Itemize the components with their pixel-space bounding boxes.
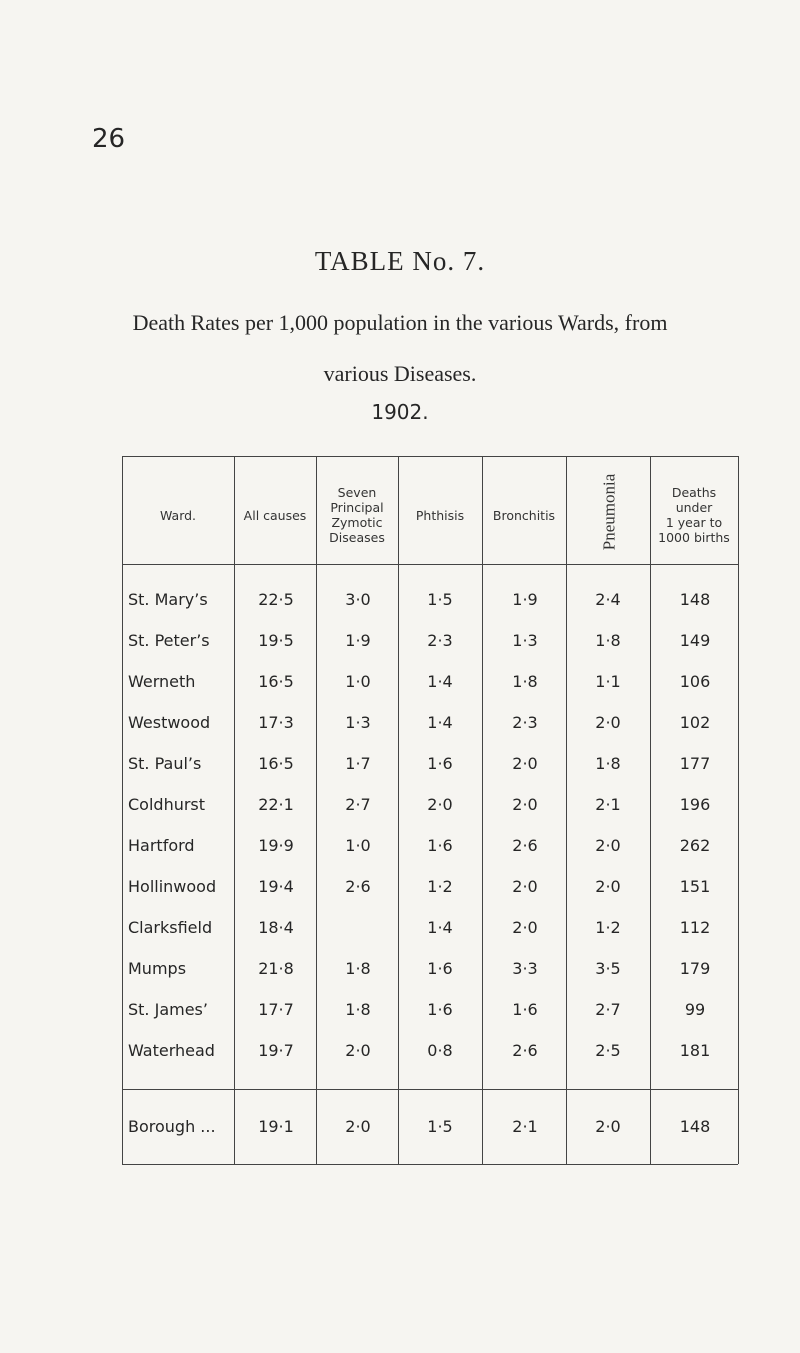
all-causes-cell: 19·7 xyxy=(258,1041,294,1060)
header-bronchitis: Bronchitis xyxy=(492,507,556,523)
total-pneumonia-cell: 2·0 xyxy=(595,1117,621,1136)
phthisis-cell: 2·3 xyxy=(427,631,453,650)
header-zymotic: Seven Principal Zymotic Diseases xyxy=(329,485,385,545)
deaths-cell: 177 xyxy=(679,754,711,773)
table-row xyxy=(0,626,800,656)
deaths-cell: 148 xyxy=(679,590,711,609)
table-row xyxy=(0,585,800,615)
top-rule xyxy=(122,456,738,457)
bronchitis-cell: 2·6 xyxy=(512,836,538,855)
all-causes-cell: 21·8 xyxy=(258,959,294,978)
pneumonia-cell: 2·0 xyxy=(595,713,621,732)
table-row xyxy=(0,749,800,779)
header-rule xyxy=(122,564,738,565)
deaths-cell: 112 xyxy=(679,918,711,937)
phthisis-cell: 1·4 xyxy=(427,672,453,691)
bronchitis-cell: 2·3 xyxy=(512,713,538,732)
deaths-cell: 99 xyxy=(684,1000,706,1019)
deaths-cell: 106 xyxy=(679,672,711,691)
ward-cell: Hollinwood xyxy=(128,877,217,896)
phthisis-cell: 1·6 xyxy=(427,754,453,773)
total-ward-cell: Borough ... xyxy=(128,1117,216,1136)
phthisis-cell: 1·6 xyxy=(427,836,453,855)
all-causes-cell: 17·3 xyxy=(258,713,294,732)
phthisis-cell: 1·2 xyxy=(427,877,453,896)
ward-cell: St. Mary’s xyxy=(128,590,208,609)
table-row xyxy=(0,790,800,820)
bronchitis-cell: 1·6 xyxy=(512,1000,538,1019)
pneumonia-cell: 2·1 xyxy=(595,795,621,814)
all-causes-cell: 16·5 xyxy=(258,672,294,691)
zymotic-cell: 2·7 xyxy=(345,795,371,814)
table-row xyxy=(0,872,800,902)
ward-cell: Clarksfield xyxy=(128,918,213,937)
pneumonia-cell: 1·8 xyxy=(595,631,621,650)
ward-cell: Werneth xyxy=(128,672,196,691)
table-row xyxy=(0,995,800,1025)
pneumonia-cell: 2·0 xyxy=(595,877,621,896)
zymotic-cell: 1·0 xyxy=(345,836,371,855)
page-number: 26 xyxy=(92,124,126,154)
phthisis-cell: 1·6 xyxy=(427,1000,453,1019)
total-rule xyxy=(122,1089,738,1090)
ward-cell: St. James’ xyxy=(128,1000,208,1019)
all-causes-cell: 22·1 xyxy=(258,795,294,814)
total-row xyxy=(0,1112,800,1142)
bronchitis-cell: 3·3 xyxy=(512,959,538,978)
deaths-cell: 102 xyxy=(679,713,711,732)
pneumonia-cell: 1·8 xyxy=(595,754,621,773)
phthisis-cell: 0·8 xyxy=(427,1041,453,1060)
zymotic-cell xyxy=(318,913,398,943)
all-causes-cell: 16·5 xyxy=(258,754,294,773)
table-title: TABLE No. 7. xyxy=(314,246,486,276)
deaths-cell: 179 xyxy=(679,959,711,978)
bronchitis-cell: 1·3 xyxy=(512,631,538,650)
total-bronchitis-cell: 2·1 xyxy=(512,1117,538,1136)
phthisis-cell: 1·5 xyxy=(427,590,453,609)
header-ward: Ward. xyxy=(159,507,197,523)
bronchitis-cell: 2·0 xyxy=(512,918,538,937)
all-causes-cell: 19·9 xyxy=(258,836,294,855)
ward-cell: St. Peter’s xyxy=(128,631,210,650)
table-row xyxy=(0,913,800,943)
zymotic-cell: 1·7 xyxy=(345,754,371,773)
table-row xyxy=(0,954,800,984)
header-pneumonia: Pneumonia xyxy=(599,473,618,551)
pneumonia-cell: 2·4 xyxy=(595,590,621,609)
deaths-cell: 262 xyxy=(679,836,711,855)
bronchitis-cell: 2·6 xyxy=(512,1041,538,1060)
total-phthisis-cell: 1·5 xyxy=(427,1117,453,1136)
deaths-cell: 149 xyxy=(679,631,711,650)
ward-cell: Waterhead xyxy=(128,1041,215,1060)
zymotic-cell: 1·9 xyxy=(345,631,371,650)
deaths-cell: 181 xyxy=(679,1041,711,1060)
all-causes-cell: 19·4 xyxy=(258,877,294,896)
deaths-cell: 196 xyxy=(679,795,711,814)
pneumonia-cell: 2·0 xyxy=(595,836,621,855)
all-causes-cell: 22·5 xyxy=(258,590,294,609)
phthisis-cell: 1·4 xyxy=(427,918,453,937)
zymotic-cell: 1·8 xyxy=(345,1000,371,1019)
table-row xyxy=(0,831,800,861)
ward-cell: St. Paul’s xyxy=(128,754,202,773)
all-causes-cell: 18·4 xyxy=(258,918,294,937)
total-zymotic-cell: 2·0 xyxy=(345,1117,371,1136)
ward-cell: Mumps xyxy=(128,959,187,978)
pneumonia-cell: 2·5 xyxy=(595,1041,621,1060)
table-row xyxy=(0,708,800,738)
bronchitis-cell: 2·0 xyxy=(512,795,538,814)
zymotic-cell: 3·0 xyxy=(345,590,371,609)
bronchitis-cell: 1·9 xyxy=(512,590,538,609)
total-all-causes-cell: 19·1 xyxy=(258,1117,294,1136)
total-deaths-cell: 148 xyxy=(679,1117,711,1136)
ward-cell: Hartford xyxy=(128,836,195,855)
pneumonia-cell: 1·2 xyxy=(595,918,621,937)
zymotic-cell: 1·8 xyxy=(345,959,371,978)
zymotic-cell: 1·3 xyxy=(345,713,371,732)
pneumonia-cell: 2·7 xyxy=(595,1000,621,1019)
phthisis-cell: 1·6 xyxy=(427,959,453,978)
subtitle-line-1: Death Rates per 1,000 population in the various Wards, from xyxy=(132,310,668,335)
pneumonia-cell: 1·1 xyxy=(595,672,621,691)
header-deaths-under-1: Deaths under 1 year to 1000 births xyxy=(658,485,730,545)
header-all-causes: All causes xyxy=(243,507,307,523)
subtitle-line-2: various Diseases. xyxy=(323,361,477,386)
phthisis-cell: 2·0 xyxy=(427,795,453,814)
header-phthisis: Phthisis xyxy=(415,507,465,523)
zymotic-cell: 2·0 xyxy=(345,1041,371,1060)
bronchitis-cell: 2·0 xyxy=(512,877,538,896)
deaths-cell: 151 xyxy=(679,877,711,896)
zymotic-cell: 1·0 xyxy=(345,672,371,691)
all-causes-cell: 19·5 xyxy=(258,631,294,650)
zymotic-cell: 2·6 xyxy=(345,877,371,896)
pneumonia-cell: 3·5 xyxy=(595,959,621,978)
bronchitis-cell: 2·0 xyxy=(512,754,538,773)
bottom-rule xyxy=(122,1164,738,1165)
all-causes-cell: 17·7 xyxy=(258,1000,294,1019)
table-row xyxy=(0,667,800,697)
ward-cell: Westwood xyxy=(128,713,211,732)
ward-cell: Coldhurst xyxy=(128,795,206,814)
table-year: 1902. xyxy=(371,400,429,424)
table-row xyxy=(0,1036,800,1066)
phthisis-cell: 1·4 xyxy=(427,713,453,732)
bronchitis-cell: 1·8 xyxy=(512,672,538,691)
